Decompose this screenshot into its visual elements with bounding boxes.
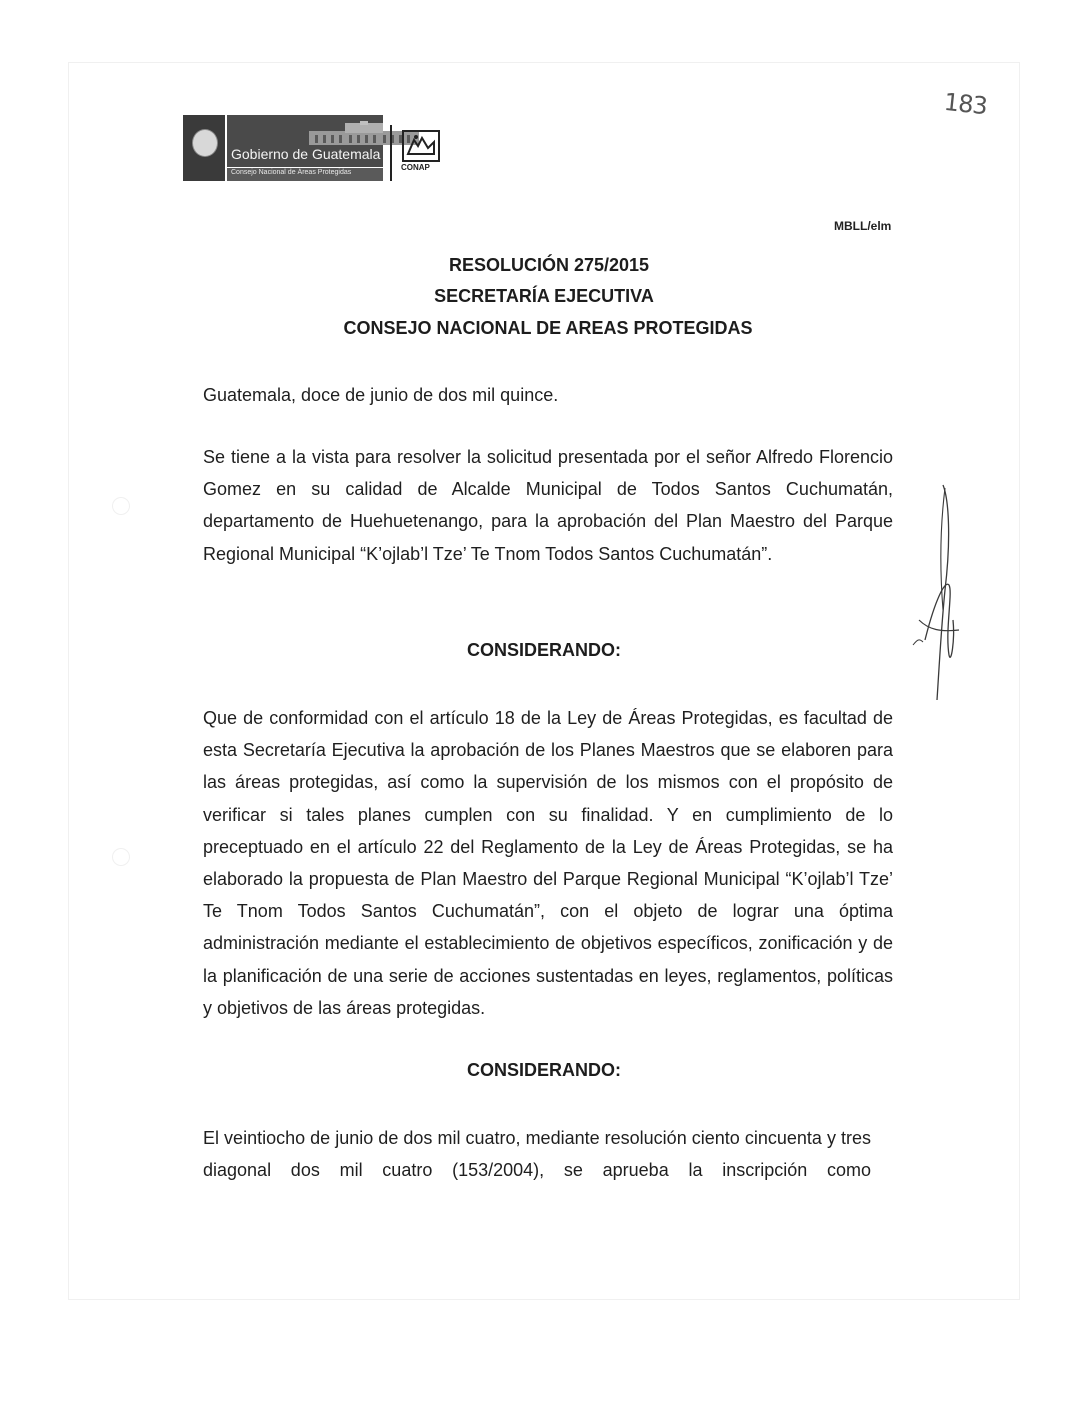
- conap-label: CONAP: [401, 163, 430, 172]
- reference-code: MBLL/elm: [834, 219, 892, 233]
- handwritten-signature: [905, 480, 975, 705]
- secretariat-title: SECRETARÍA EJECUTIVA: [434, 286, 654, 306]
- resolution-title: RESOLUCIÓN 275/2015: [448, 255, 650, 275]
- logo-sub-text: Consejo Nacional de Áreas Protegidas: [231, 169, 352, 176]
- flag-panel: [183, 115, 225, 181]
- handwritten-page-number: 183: [942, 87, 989, 121]
- coat-of-arms-icon: [192, 129, 218, 157]
- paragraph-legal-basis: Que de conformidad con el artículo 18 de la Ley de Áreas Protegidas, es facultad de esta Secretaría Ejecutiva la aprobación de los Planes Maestros que se elaboren para las áreas protegidas, así como la supervisión de los mismos con el propósito de verificar si tales planes cumplen con su finalidad. Y en cumplimiento de lo preceptuado en el artículo 22 del Reglamento de la Ley de Áreas Protegidas, se ha elaborado la propuesta de Plan Maestro del Parque Regional Municipal “K’ojlab’l Tze’ Te Tnom Todos Santos Cuchumatán”, con el objeto de lograr una óptima administración mediante el establecimiento de objetivos específicos, zonificación y de la planificación de una serie de acciones sustentadas en leyes, reglamentos, políticas y objetivos de las áreas protegidas.: [203, 708, 893, 1018]
- paragraph-history: El veintiocho de junio de dos mil cuatro, mediante resolución ciento cincuenta y tres diagonal dos mil cuatro (153/2004), se aprueba la inscripción como: [203, 1128, 871, 1181]
- date-line: Guatemala, doce de junio de dos mil quince.: [203, 385, 559, 405]
- conap-logo-icon: [402, 130, 440, 162]
- punch-hole: [112, 848, 130, 866]
- punch-hole: [112, 497, 130, 515]
- page-frame: [68, 62, 1020, 1300]
- considerando-heading: CONSIDERANDO:: [466, 640, 621, 660]
- logo-government-text: Gobierno de Guatemala: [231, 146, 381, 162]
- government-logo: [183, 115, 383, 181]
- logo-divider: [390, 125, 392, 181]
- council-title: CONSEJO NACIONAL DE AREAS PROTEGIDAS: [343, 318, 753, 338]
- paragraph-request: Se tiene a la vista para resolver la solicitud presentada por el señor Alfredo Florencio Gomez en su calidad de Alcalde Municipal de Todos Santos Cuchumatán, departamento de Huehuetenango, para la aprobación del Plan Maestro del Parque Regional Municipal “K’ojlab’l Tze’ Te Tnom Todos Santos Cuchumatán”.: [203, 447, 893, 564]
- considerando-heading: CONSIDERANDO:: [466, 1060, 621, 1080]
